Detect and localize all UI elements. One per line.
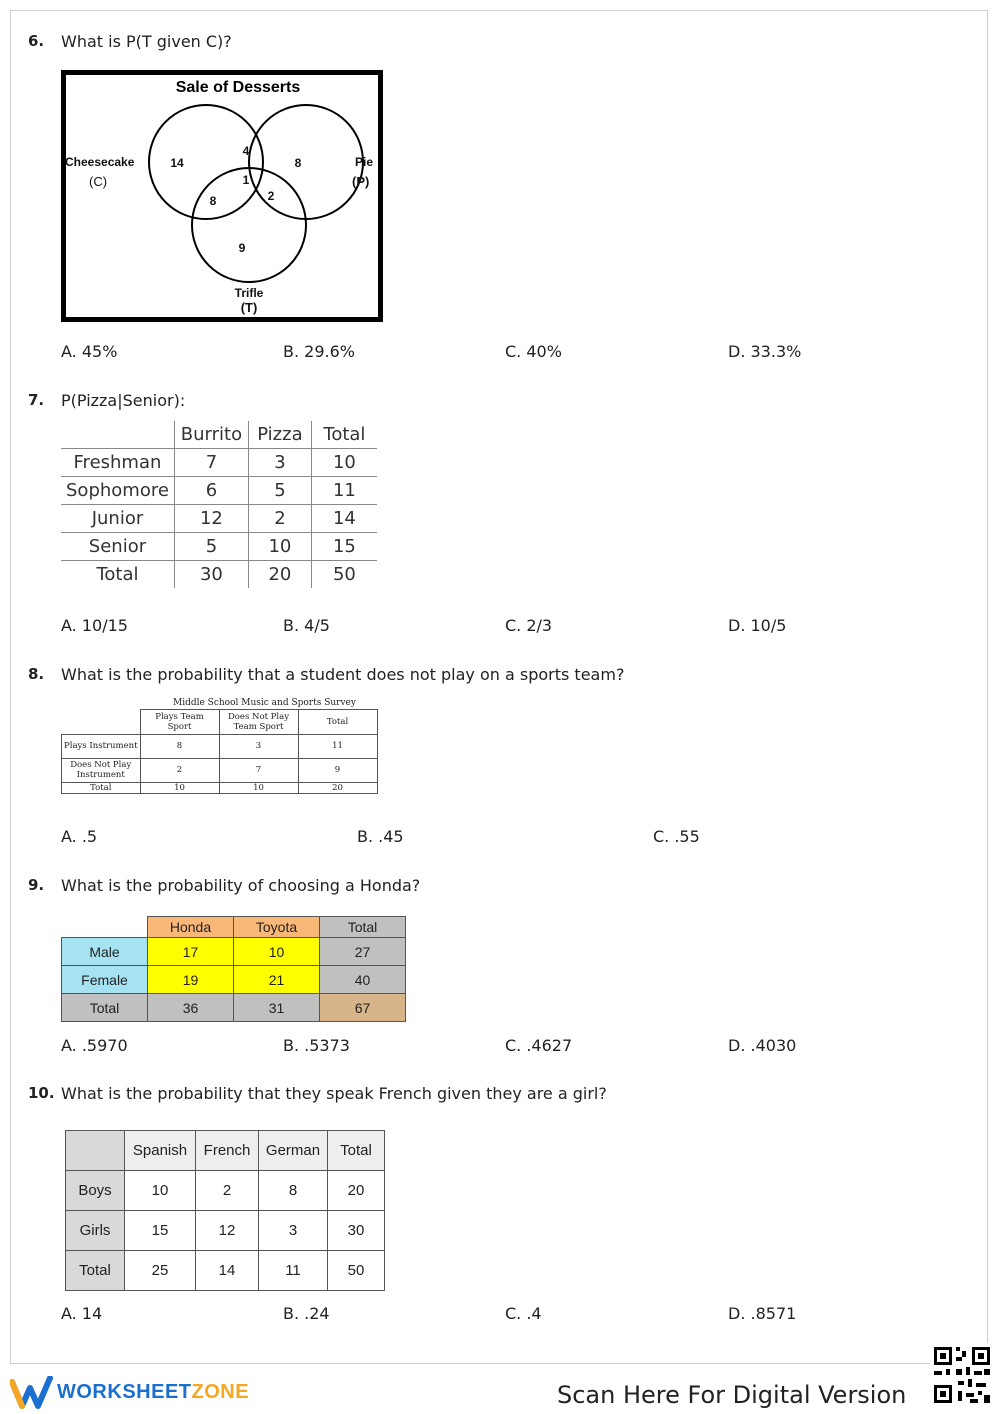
table-row: Plays Instrument 8 3 11 (62, 734, 378, 758)
option-a[interactable]: A. 10/15 (61, 616, 128, 635)
option-d[interactable]: D. .8571 (728, 1304, 797, 1323)
set-p-name: Pie (355, 155, 374, 169)
question-number: 10. (28, 1084, 55, 1102)
region-c-and-t: 8 (209, 194, 217, 208)
set-c-name: Cheesecake (65, 155, 135, 169)
question-number: 6. (28, 32, 45, 50)
table-row: Senior 5 10 15 (61, 533, 377, 561)
option-a[interactable]: A. .5970 (61, 1036, 128, 1055)
table-row: Total 36 31 67 (62, 994, 406, 1022)
option-b[interactable]: B. .5373 (283, 1036, 350, 1055)
option-d[interactable]: D. 33.3% (728, 342, 802, 361)
table-row: Total 25 14 11 50 (66, 1251, 385, 1291)
table-row: Girls 15 12 3 30 (66, 1211, 385, 1251)
table-header-row: Spanish French German Total (66, 1131, 385, 1171)
car-brand-table (61, 916, 406, 1022)
table-row: Junior 12 2 14 (61, 505, 377, 533)
option-c[interactable]: C. 2/3 (505, 616, 553, 635)
option-d[interactable]: D. .4030 (728, 1036, 797, 1055)
option-b[interactable]: B. .24 (283, 1304, 330, 1323)
question-number: 7. (28, 391, 45, 409)
set-t-name: Trifle (234, 286, 264, 300)
table-row: Male 17 10 27 (62, 938, 406, 966)
set-c-symbol: (C) (89, 174, 108, 189)
brand-part-2: ZONE (191, 1381, 250, 1403)
option-c[interactable]: C. .4627 (505, 1036, 573, 1055)
music-sports-table (61, 709, 378, 794)
table-row: Female 19 21 40 (62, 966, 406, 994)
option-b[interactable]: B. .45 (357, 827, 404, 846)
option-a[interactable]: A. 14 (61, 1304, 103, 1323)
question-text: P(Pizza|Senior): (61, 391, 186, 410)
region-t-only: 9 (238, 241, 246, 255)
set-p-symbol: (P) (352, 174, 370, 189)
brand-part-1: WORKSHEET (57, 1381, 192, 1403)
option-b[interactable]: B. 4/5 (283, 616, 330, 635)
question-text: What is the probability that they speak French given they are a girl? (61, 1084, 607, 1103)
option-c[interactable]: C. 40% (505, 342, 562, 361)
qr-code-icon[interactable] (930, 1343, 994, 1407)
question-text: What is P(T given C)? (61, 32, 232, 51)
scan-text: Scan Here For Digital Version (557, 1381, 907, 1409)
option-c[interactable]: C. .55 (653, 827, 700, 846)
worksheetzone-logo-icon (10, 1376, 54, 1410)
venn-title: Sale of Desserts (175, 79, 301, 96)
question-text: What is the probability that a student does not play on a sports team? (61, 665, 625, 684)
region-c-only: 14 (170, 156, 184, 170)
table-row: Total 30 20 50 (61, 561, 377, 589)
language-table (65, 1130, 385, 1291)
option-a[interactable]: A. 45% (61, 342, 118, 361)
region-p-only: 8 (294, 156, 302, 170)
option-d[interactable]: D. 10/5 (728, 616, 787, 635)
table-row: Total 10 10 20 (62, 782, 378, 793)
venn-diagram (61, 70, 383, 322)
table-header-row: Burrito Pizza Total (61, 421, 377, 449)
option-c[interactable]: C. .4 (505, 1304, 542, 1323)
table-header-row: Plays Team Sport Does Not Play Team Sport Total (62, 710, 378, 735)
question-number: 8. (28, 665, 45, 683)
table-row: Does Not Play Instrument 2 7 9 (62, 758, 378, 782)
set-t-symbol: (T) (240, 300, 258, 315)
table-header-row: Honda Toyota Total (62, 917, 406, 938)
option-a[interactable]: A. .5 (61, 827, 98, 846)
region-c-and-p: 4 (242, 144, 250, 158)
question-number: 9. (28, 876, 45, 894)
pizza-burrito-table (61, 421, 377, 588)
region-all-three: 1 (242, 173, 250, 187)
table-row: Sophomore 6 5 11 (61, 477, 377, 505)
brand-name (57, 1381, 249, 1404)
table-row: Freshman 7 3 10 (61, 449, 377, 477)
region-p-and-t: 2 (267, 189, 275, 203)
table-caption: Middle School Music and Sports Survey (173, 698, 356, 708)
table-row: Boys 10 2 8 20 (66, 1171, 385, 1211)
question-text: What is the probability of choosing a Honda? (61, 876, 421, 895)
option-b[interactable]: B. 29.6% (283, 342, 355, 361)
